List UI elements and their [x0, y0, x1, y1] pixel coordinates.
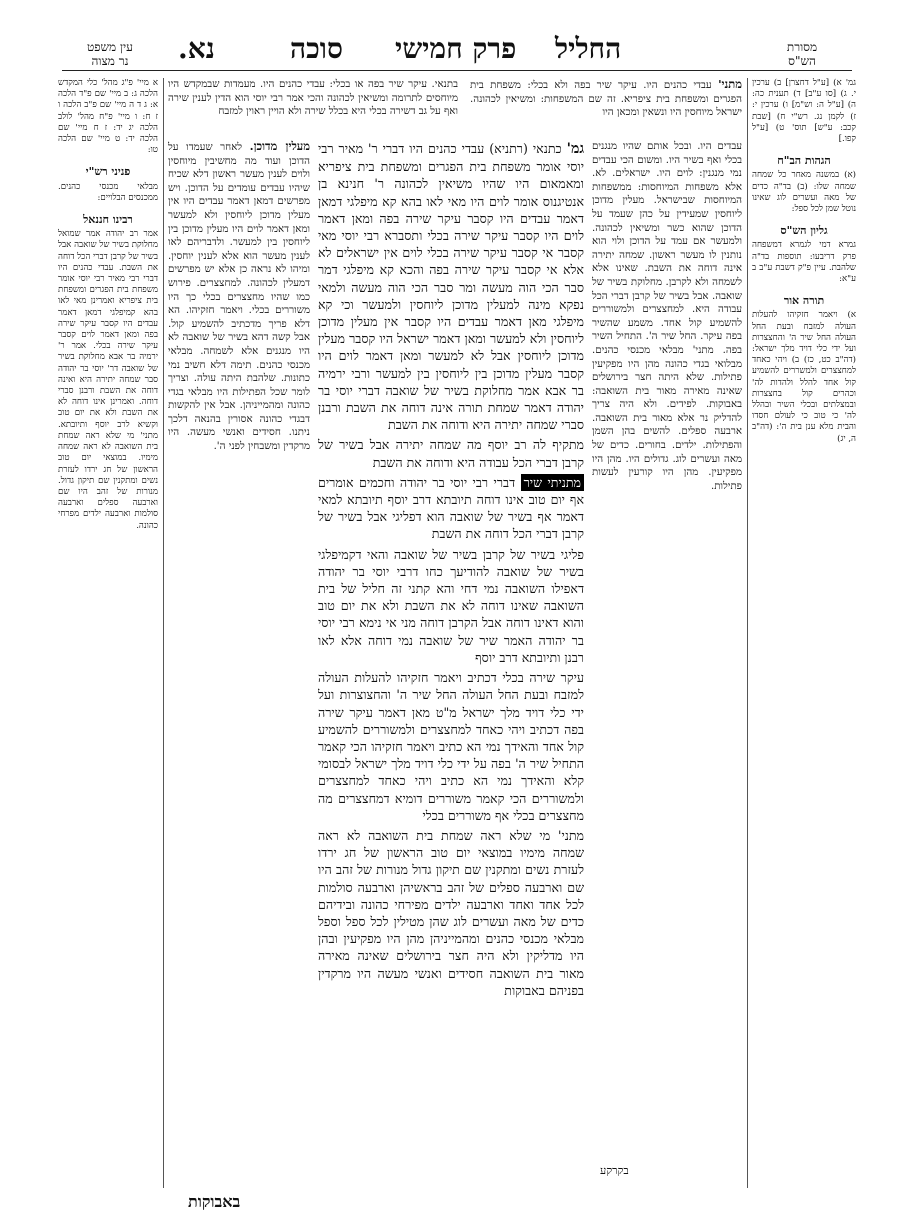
gemara-lead: גמ' — [566, 141, 584, 157]
hagahot-text: (א) במשנה מאחר כל שמחה שמחה שלו: (ב) בד"ה כדים של מאה ועשרים לוג שאינו נוטל שמן לכל ספל: — [752, 170, 856, 215]
pninei-rashi-title: פניני רש"י — [85, 165, 131, 179]
tosafot-text: לאחר שעמדו על הדוכן ועוד מה מחשיבין מיוחסין ולוים לענין מעשר ראשון דלא שכיח שיהיו עבדים עומדים על הדוכן. ויש מפרשים דמאן דאמר עבדים היו אין מעלין מדוכן ליוחסין ולא למעשר ומאן דאמר לוים היו מעלין מדוכן בין ליוחסין בין למעשר. ולדבריהם לאו לענין מעשר הוא אלא לענין יוחסין. ומיהו לא נראה כן אלא יש מפרשים דמעלין לכהונה. למחצצרים. פירוש כמו שהיו מחצצרים בכלי כך היו משוררים בכלי. ויאמר חזקיהו. הא דלא פריך מדכתיב להשמיע קול. אבל קשה דהא בשיר של שואבה לא היו מנגנים אלא לשמחה. מבלאי מכנסי כהנים. תימה דלא חשיב נמי כתונות. שלהבת היתה עולה. וצריך לומר שכל הפתילות היו מבלאי בגדי כהונה ומהמייניהן. אבל אין להקשות דבגדי כהונה אסורין בהנאה דלכך ניתנו. חסידים ואנשי מעשה. היו מרקדין ומשבחין לפני ה'. — [168, 142, 310, 453]
torah-or-title: תורה אור — [783, 294, 825, 308]
gemara-paragraph: כתנאי (רתניא) עבדי כהנים היו דברי ר' מאיר רבי יוסי אומר משפחת בית הפגרים ומשפחת בית ציפריא ומאמאום היו שהיו משיאין לכהונה ר' חנינא בן אנטיגנוס אומר לוים היו מאי לאו בהא קא מיפלגי דמאן דאמר עבדים היו קסבר עיקר שירה בפה ומאן דאמר לוים היו קסבר עיקר שירה בכלי ותסברא רבי יוסי מאי קסבר אי קסבר עיקר שירה בכלי לוים אין ישראלים לא אלא אי קסבר עיקר שירה בפה והכא קא מיפלגי דמר סבר הכי הוה מעשה ומר סבר הכי הוה מעשה ולמאי נפקא מינה למעלין מדוכן ליוחסין ולמעשר וכי קא מיפלגי מאן דאמר עבדים היו קסבר אין מעלין מדוכן ליוחסין ולא למעשר ומאן דאמר ישראל היו קסבר מעלין מדוכן ליוחסין אבל לא למעשר ומאן דאמר לוים היו קסבר מעלין מדוכן בין ליוחסין בין למעשר ורבי ירמיה בר אבא אמר מחלוקת בשיר של שואבה דברי יוסי בר יהודה דאמר שמחת תורה אינה דוחה את השבת ורבנן סברי שמחה יתירה היא ודוחה את השבת — [318, 141, 584, 433]
pninei-rashi-text: מבלאי מכנסי כהנים. ממכנסים הבלויים: — [58, 181, 158, 203]
rabbenu-chananel-text: אמר רב יהודה אמר שמואל מחלוקת בשיר של שואבה אבל בשיר של קרבן דברי הכל דוחה את השבת. עבדי כהנים היו דברי רבי מאיר רבי יוסי אומר משפחת בית הפגרים ומשפחת בית ציפריא ואמרינן מאי לאו בהא קמיפלגי דמאן דאמר עבדים היו קסבר עיקר שירה בפה ומאן דאמר לוים קסבר עיקר שירה בכלי. אמר ר' ירמיה בר אבא מחלוקת בשיר של שואבה דר' יוסי בר יהודה סבר שמחה יתירה היא ואינה דוחה את השבת ורבנן סברי דוחה. ואמרינן אינו דוחה לא את השבת ולא את יום טוב וקשיא לרב יוסף ותיובתא. מתני' מי שלא ראה שמחת בית השואבה לא ראה שמחה מימיו. במוצאי יום טוב הראשון של חג ירדו לעזרת נשים ומתקנין שם תיקון גדול. מנורות של זהב היו שם וארבעה ספלים וארבעה סולמות וארבעה ילדים מפרחי כהונה. — [58, 229, 158, 531]
header-rule — [62, 70, 852, 71]
rashi-commentary — [592, 140, 742, 1160]
hagahot-title: הגהות הב"ח — [777, 154, 831, 168]
ein-mishpat-title: עין משפט נר מצוה — [87, 40, 133, 68]
column-rule — [163, 78, 164, 1188]
rashi-top — [168, 78, 458, 134]
gemara-paragraph: מתני' מי שלא ראה שמחת בית השואבה לא ראה שמחה מימיו במוצאי יום טוב הראשון של חג ירדו לעזרת נשים ומתקנין שם תיקון גדול מנורות של זהב היו שם וארבעה ספלים של זהב בראשיהן וארבעה סולמות לכל אחד ואחד וארבעה ילדים מפירחי כהונה ובידיהם כדים של מאה ועשרים לוג שהן מטילין לכל ספל וספל מבלאי מכנסי כהנים ומהמייניהן מהן היו מפקיעין ובהן היו מדליקין ולא היה חצר בירושלים שאינה מאירה מאור בית השואבה חסידים ואנשי מעשה היו מרקדין בפניהם באבוקות — [318, 827, 584, 998]
tractate-name: סוכה — [290, 32, 343, 65]
torah-or-text: א) ויאמר חזקיהו להעלות העולה למזבח ובעת החל העולה החל שיר ה' והחצצרות ועל ידי כלי דויד מלך ישראל: (דה"ב כט, כז) ב) ויהי כאחד למחצצרים ולמשררים להשמיע קול אחד להלל ולהדות לה' וכהרים קול בחצצרות ובמצלתים ובכלי השיר ובהלל לה' כי טוב כי לעולם חסדו והבית מלא ענן בית ה': (דה"ב ה, יג) — [752, 310, 856, 444]
ein-mishpat-text: א מיי' פ"ג מהל' כלי המקדש הלכה ג: ב מיי' שם פ"ד הלכה א: ג ד ה מיי' שם פ"ב הלכה ו ז ח: ו מיי' פ"ח מהל' לולב הלכה יג יד: ז ח מיי' שם הלכה יד: ט מיי' שם הלכה טו: — [58, 78, 158, 156]
masoret-notes: גמ' א) [ע"ל דחצרן] ב) ערכין י. ג) [סו ע"ב] ד) תענית כה: ה) [ע"ל ה: וש"מ] ו) ערכין י: ז) לקמן נג. רש"י ח) [שבת קכב: ע"ש] תוס' ט) [ע"ל קפו.] — [752, 78, 856, 145]
tosafot-lead: מעלין מדוכן. — [249, 140, 310, 153]
tosafot-commentary — [168, 140, 310, 1160]
mishna-top — [470, 78, 742, 134]
catchword: בקרקע — [600, 1164, 629, 1177]
gilyon-title: גליון הש"ס — [780, 224, 828, 238]
boxed-word: מתניתי שיר — [521, 474, 584, 491]
gemara-paragraph: מתקיף לה רב יוסף מה שמחה יתירה אבל בשיר של קרבן דברי הכל עבודה היא ודוחה את השבת — [318, 437, 584, 470]
rabbenu-chananel-title: רבינו חננאל — [83, 213, 133, 227]
bottom-word: באבוקות — [188, 1192, 241, 1211]
gilyon-text: גמרא דמי לגמרא דמשפחה פרק דריבעו: תוספות בד"ה שלהבת. עיין פ"ק דשבת ע"ב ב ע"א: — [752, 240, 856, 285]
gemara-paragraph: עיקר שירה בכלי דכתיב ויאמר חזקיהו להעלות העולה למזבח ובעת החל העולה החל שיר ה' והחצוצרות ועל ידי כלי דויד מלך ישראל מ"ט מאן דאמר עיקר שירה בפה דכתיב ויהי כאחד למחצצרים ולמשוררים להשמיע קול אחד והאידך נמי הא כתיב ויאמר חזקיהו הכי קאמר התחיל שיר ה' בפה על ידי כלי דויד מלך ישראל לבסומי קלא והאידך נמי הא כתיב ויהי כאחד למחצצרים ולמשוררים הכי קאמר משוררים דומיא דמחצצרים מה מחצצרים בכלי אף משוררים בכלי — [318, 670, 584, 823]
folio-number: נא. — [178, 32, 215, 65]
mishna-top-text: עבדי כהנים היו. עיקר שיר בפה ולא בכלי: משפחת בית הפגרים ומשפחת בית ציפריא. זה שם המשפחות: ומשיאין לכהונה. ישראל מיוחסין היו ונשאין ומכאן היו — [470, 80, 742, 119]
column-rule — [747, 78, 748, 1188]
left-margin — [58, 78, 158, 1188]
right-margin — [752, 78, 856, 1188]
chapter-title: החליל — [555, 32, 622, 65]
masoret-title: מסורת הש"ס — [786, 40, 818, 68]
mishna-top-label: מתני' — [718, 78, 742, 91]
gemara-paragraph: דברי רבי יוסי בר יהודה וחכמים אומרים אף יום טוב אינו דוחה תיובתא דרב יוסף תיובתא למאי דאמר אף בשיר של שואבה הוא דפליגי אבל בשיר של קרבן דברי הכל דוחה את השבת — [318, 474, 584, 542]
rashi-text: עבדים היו. ובכל אותם שהיו מנגנים בכלי ואף בשיר היו. ומשום הכי עבדים נמי מנגנין: לוים היו. ישראלים. לא. אלא משפחות המיוחסות: ממשפחות המיוחסות שבישראל. מעלין מדוכן ליוחסין שמעידין על כהן שעמד על הדוכן שהוא כשר ומשיאין לכהונה. ולמעשר אם עמד על הדוכן ולוי הוא נותנין לו מעשר ראשון. שמחה יתירה אינה דוחה את השבת. שאינו אלא לשמחה ולא לקרבן. מחלוקת בשיר של שואבה. אבל בשיר של קרבן דברי הכל עבודה היא. למחצצרים ולמשוררים להשמיע קול אחד. משמע שהשיר בפה עיקר. החל שיר ה'. התחיל השיר בפה. מתני' מבלאי מכנסי כהנים. מבלואי בגדי כהונה מהן היו מפקיעין פתילות. שלא היתה חצר בירושלים שאינה מאירה מאור בית השואבה: באבוקות. לפידים. ולא היה צריך להדליק נר אלא מאור בית השואבה. ארבעה ספלים. להשים בהן השמן והפתילות. ילדים. בחורים. כדים של מאה ועשרים לוג. גדולים היו. מהן היו מפקיעין. מהן היו קורעין לעשות פתילות. — [592, 141, 742, 492]
rashi-top-text: בתנאי. עיקר שיר בפה או בכלי: עבדי כהנים היו. מעמדות שבמקדש היו מיוחסים לתרומה ומשיאין לכהונה והכי אמר רבי יוסי הוא הדין לענין שירה ואף על גב דשירה בכלי היא בכלל שירה ולא הויין ראוין למזבח — [168, 79, 458, 118]
chapter-number: פרק חמישי — [395, 32, 517, 65]
gemara-main — [318, 140, 584, 1186]
gemara-paragraph: פליגי בשיר של קרבן בשיר של שואבה והאי דקמיפלגי בשיר של שואבה להודיעך כחו דרבי יוסי בר יהודה דאפילו השואבה נמי דחי והא קתני זה חליל של בית השואבה שאינו דוחה לא את השבת ולא את יום טוב והוא דאינו דוחה אבל הקרבן דוחה מני אי נימא רבי יוסי בר יהודה האמר שיר של שואבה נמי דוחה אלא לאו רבנן ותיובתא דרב יוסף — [318, 546, 584, 665]
